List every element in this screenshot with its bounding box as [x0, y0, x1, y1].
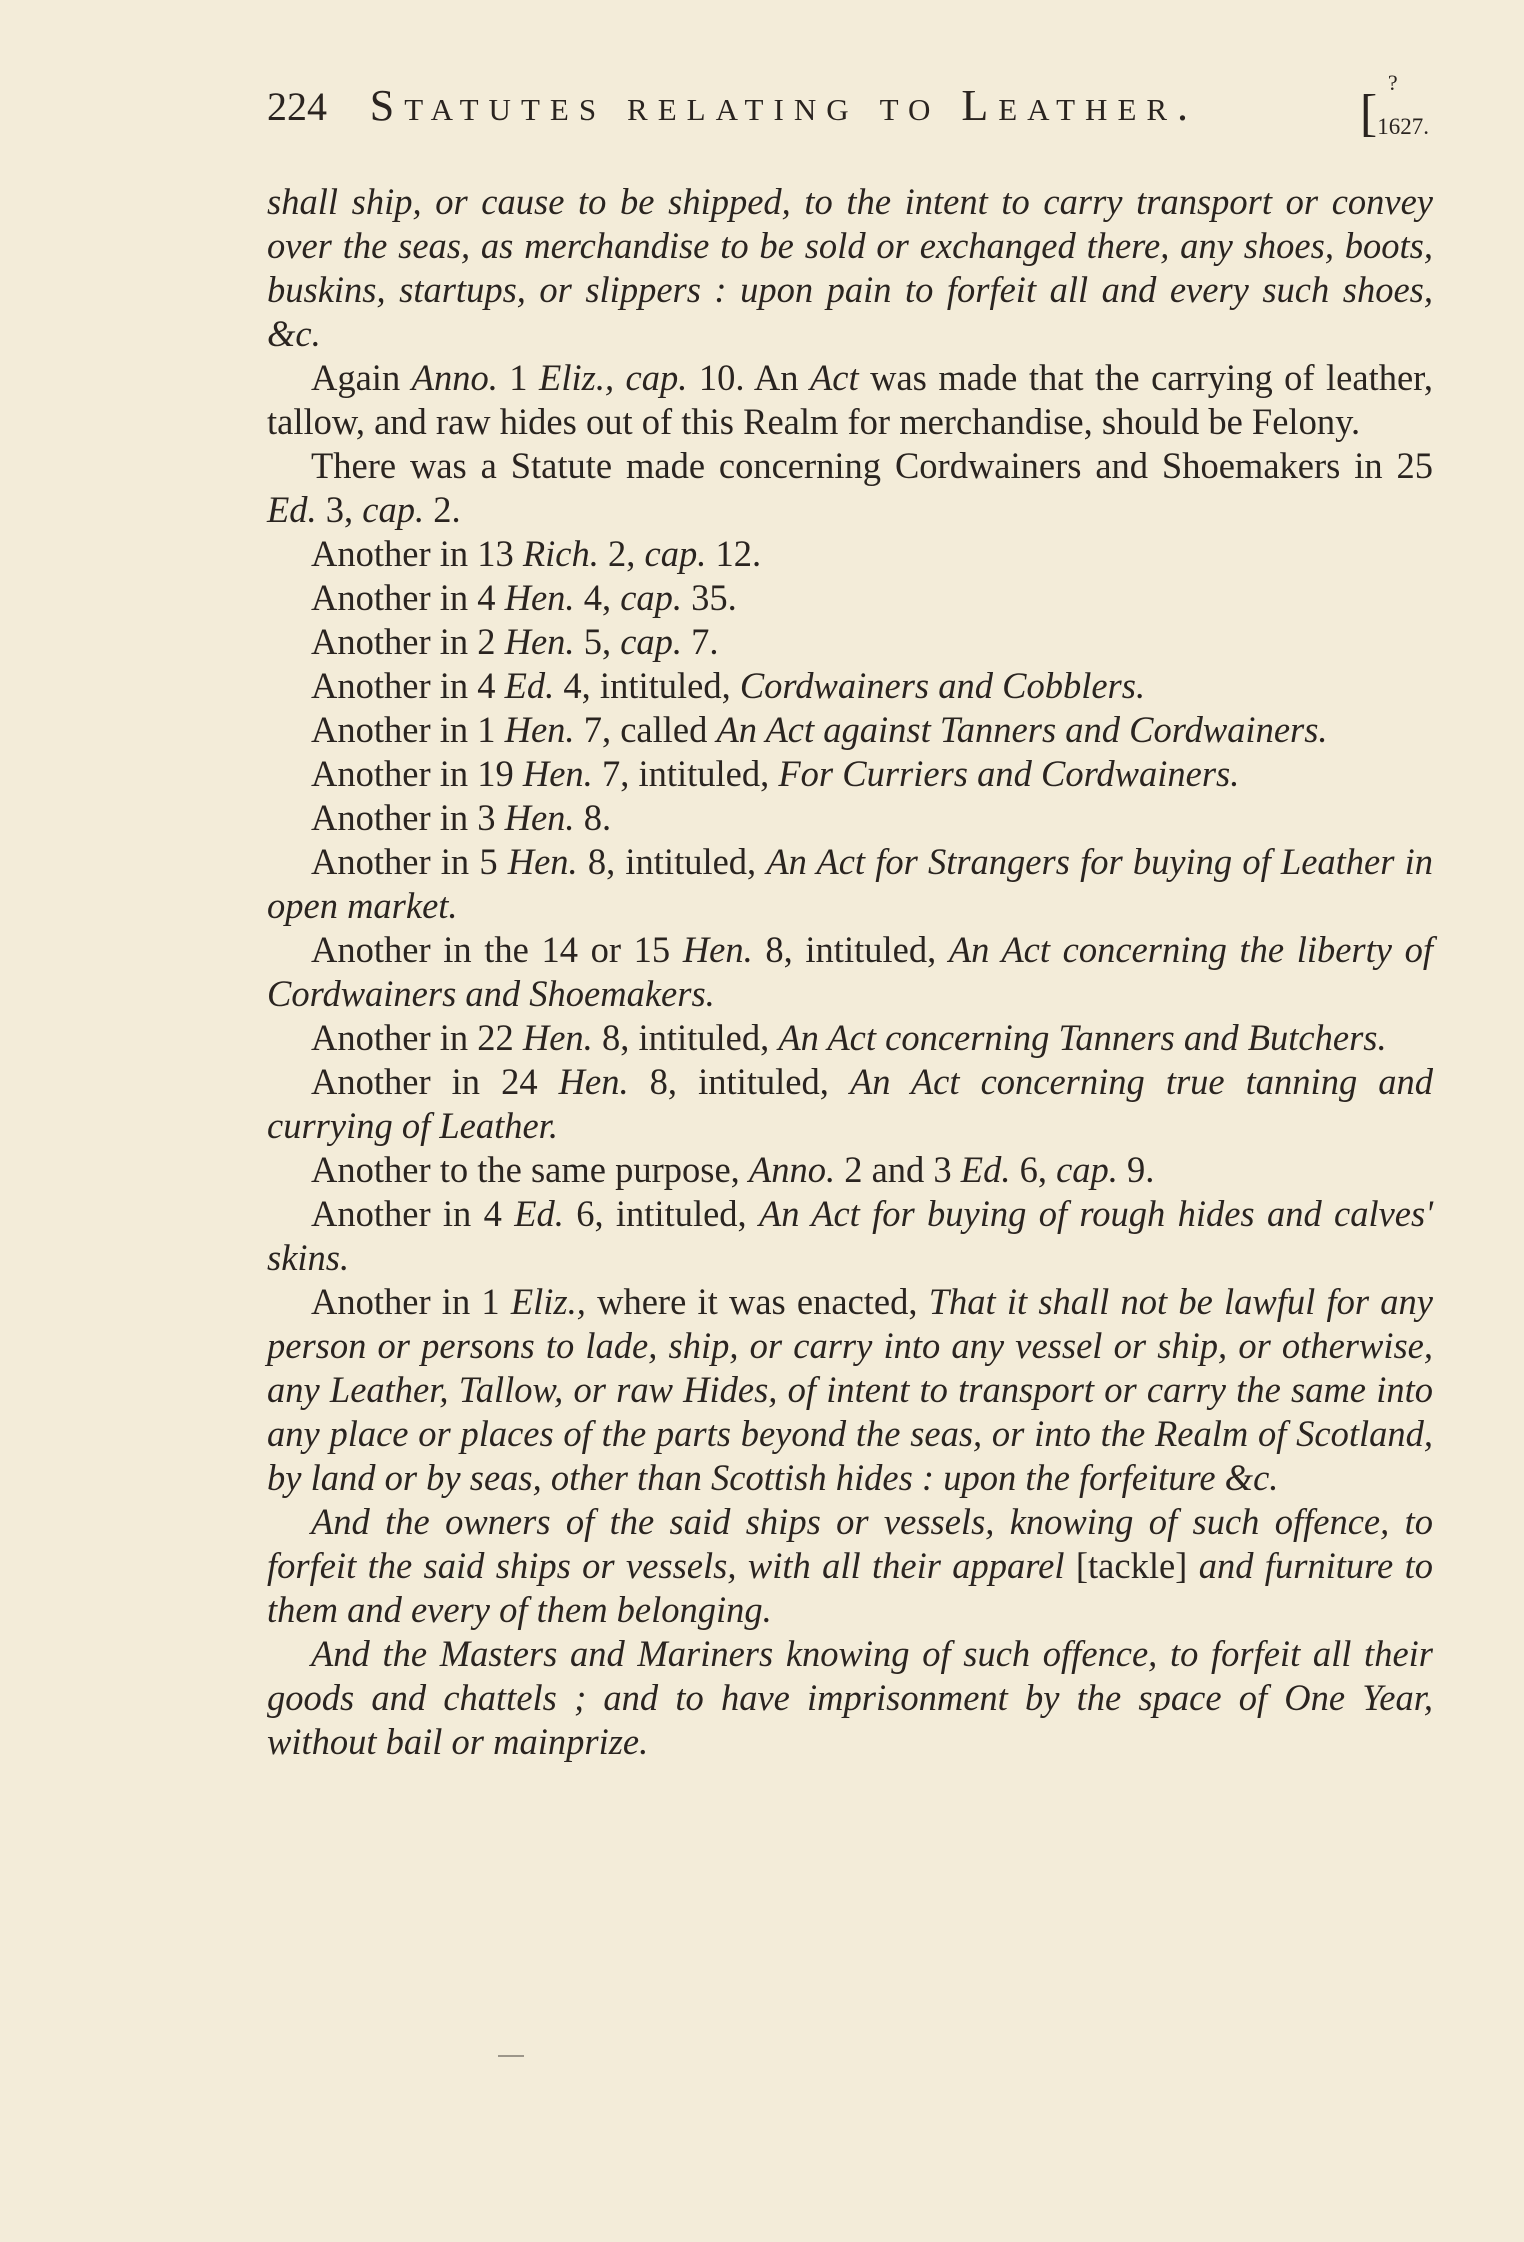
text-run: 1: [497, 357, 540, 398]
italic-text: Hen.: [507, 841, 578, 882]
paragraph: [267, 1148, 1433, 1192]
text-run: 10. An: [687, 357, 810, 398]
italic-text: Hen.: [504, 577, 575, 618]
text-run: Another in the 14 or 15: [311, 929, 683, 970]
paragraph: [267, 444, 1433, 532]
text-run: 4,: [574, 577, 621, 618]
paragraph: [267, 620, 1433, 664]
paragraph: [267, 1500, 1433, 1632]
paragraph: [267, 664, 1433, 708]
italic-text: Hen.: [522, 1017, 593, 1058]
text-run: Another in 5: [311, 841, 508, 882]
italic-text: An Act against Tanners and Cordwainers.: [716, 709, 1328, 750]
italic-text: Eliz.,: [510, 1281, 586, 1322]
text-run: Another in 4: [311, 577, 505, 618]
italic-text: An Act concerning true tanning and currying of Leather.: [267, 1061, 1434, 1146]
text-run: Another in 3: [311, 797, 505, 838]
text-run: was made that the carrying of leather, tallow, and raw hides out of this Realm for merchandise, should be Felony.: [267, 357, 1433, 442]
text-run: Again: [311, 357, 412, 398]
italic-text: Act: [809, 357, 859, 398]
italic-text: Hen.: [504, 621, 575, 662]
italic-text: Rich.: [522, 533, 599, 574]
paragraph: [267, 708, 1433, 752]
year-label: 1627.: [1377, 114, 1429, 139]
text-run: Another in 1: [311, 1281, 511, 1322]
text-run: Another in 13: [311, 533, 523, 574]
italic-text: Cordwainers and Cobblers.: [739, 665, 1146, 706]
year-bracket: [: [1359, 85, 1378, 142]
text-run: Another in 22: [311, 1017, 523, 1058]
italic-text: Hen.: [558, 1061, 629, 1102]
italic-text: Hen.: [504, 709, 575, 750]
text-run: 8, intituled,: [752, 929, 949, 970]
italic-text: An Act concerning the liberty of Cordwainers and Shoemakers.: [267, 929, 1434, 1014]
text-run: 35.: [682, 577, 737, 618]
text-run: Another in 19: [311, 753, 523, 794]
italic-text: shall ship, or cause to be shipped, to the intent to carry transport or convey over the seas, as merchandise to be sold or exchanged there, any shoes, boots, buskins, startups, or slippers : upon pain to forfeit all and every such shoes, &c.: [267, 181, 1433, 354]
text-run: 6,: [1010, 1149, 1057, 1190]
year-marker: [1359, 70, 1429, 143]
paragraph: [267, 576, 1433, 620]
text-run: Another in 2: [311, 621, 505, 662]
book-page: [267, 70, 1434, 2178]
year-query: ?: [1387, 70, 1398, 95]
text-run: Another in 4: [311, 1193, 515, 1234]
text-run: 8, intituled,: [577, 841, 767, 882]
italic-text: and furniture to them and every of them belonging.: [267, 1545, 1433, 1630]
text-run: 9.: [1117, 1149, 1155, 1190]
paragraph: [267, 796, 1433, 840]
paragraph: [267, 1632, 1433, 1764]
text-run: 2 and 3: [835, 1149, 961, 1190]
italic-text: That it shall not be lawful for any person or persons to lade, ship, or carry into any vessel or ship, or otherwise, any Leather, Tallow, or raw Hides, of intent to transport or carry the same into any place or places of the parts beyond the seas, or into the Realm of Scotland, by land or by seas, other than Scottish hides : upon the forfeiture &c.: [267, 1281, 1433, 1498]
paragraph: [267, 1016, 1433, 1060]
text-run: 3,: [316, 489, 363, 530]
italic-text: An Act for Strangers for buying of Leather in open market.: [267, 841, 1434, 926]
italic-text: Ed.: [267, 489, 317, 530]
text-run: 7, intituled,: [592, 753, 779, 794]
text-run: There was a Statute made concerning Cordwainers and Shoemakers in 25: [311, 445, 1433, 486]
italic-text: cap.: [644, 533, 707, 574]
text-run: [tackle]: [1064, 1545, 1199, 1586]
italic-text: Ed.: [960, 1149, 1011, 1190]
italic-text: Ed.: [504, 665, 555, 706]
text-run: Another in 4: [311, 665, 505, 706]
paragraph: [267, 1192, 1433, 1280]
text-run: 7.: [682, 621, 719, 662]
italic-text: cap.: [1056, 1149, 1118, 1190]
body-text: [267, 180, 1433, 1764]
running-title: Statutes relating to Leather.: [369, 81, 1199, 130]
footer-dash: [498, 2055, 524, 2057]
italic-text: And the Masters and Mariners knowing of such offence, to forfeit all their goods and chattels ; and to have imprisonment by the space of One Year, without bail or mainprize.: [267, 1633, 1433, 1762]
text-run: where it was enacted,: [585, 1281, 929, 1322]
text-run: 8, intituled,: [628, 1061, 850, 1102]
page-number: 224: [267, 84, 327, 129]
text-run: Another in 24: [311, 1061, 559, 1102]
paragraph: [267, 180, 1433, 356]
text-run: 5,: [574, 621, 621, 662]
italic-text: Eliz., cap.: [539, 357, 688, 398]
paragraph: [267, 752, 1433, 796]
italic-text: Hen.: [682, 929, 753, 970]
text-run: 6, intituled,: [563, 1193, 759, 1234]
text-run: 12.: [706, 533, 762, 574]
italic-text: Hen.: [522, 753, 593, 794]
italic-text: Anno.: [411, 357, 498, 398]
italic-text: Anno.: [748, 1149, 836, 1190]
text-run: 4, intituled,: [554, 665, 740, 706]
paragraph: [267, 532, 1433, 576]
italic-text: And the owners of the said ships or vessels, knowing of such offence, to forfeit the said ships or vessels, with all their apparel: [267, 1501, 1433, 1586]
text-run: 8.: [574, 797, 612, 838]
text-run: 7, called: [574, 709, 717, 750]
text-run: 2.: [424, 489, 461, 530]
paragraph: [267, 840, 1433, 928]
text-run: Another to the same purpose,: [311, 1149, 749, 1190]
paragraph: [267, 1280, 1433, 1500]
italic-text: Ed.: [514, 1193, 564, 1234]
paragraph: [267, 1060, 1433, 1148]
italic-text: An Act for buying of rough hides and calves' skins.: [267, 1193, 1434, 1278]
paragraph: [267, 356, 1433, 444]
text-run: 2,: [598, 533, 645, 574]
italic-text: cap.: [620, 577, 683, 618]
text-run: 8, intituled,: [592, 1017, 779, 1058]
text-run: Another in 1: [311, 709, 505, 750]
italic-text: Hen.: [504, 797, 575, 838]
italic-text: cap.: [362, 489, 425, 530]
running-header: [267, 70, 1433, 154]
paragraph: [267, 928, 1433, 1016]
italic-text: An Act concerning Tanners and Butchers.: [778, 1017, 1387, 1058]
italic-text: cap.: [620, 621, 683, 662]
italic-text: For Curriers and Cordwainers.: [778, 753, 1240, 794]
